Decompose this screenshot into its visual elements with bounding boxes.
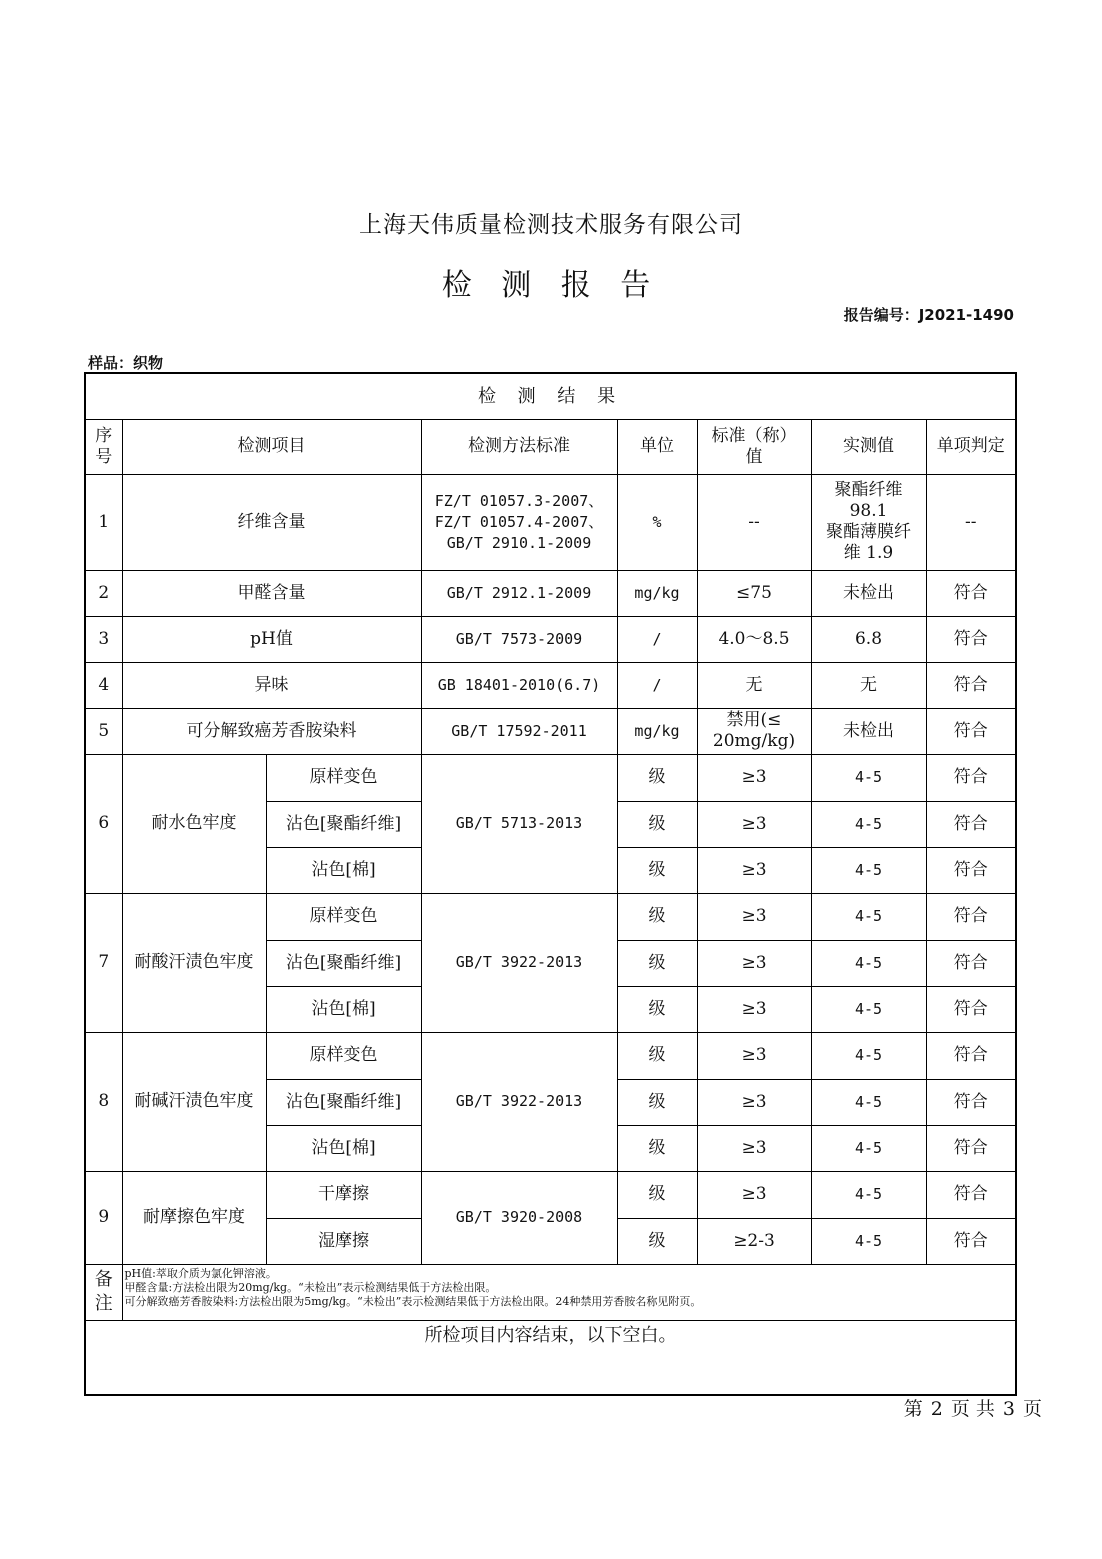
row-method: GB/T 17592-2011 [421,708,617,754]
sub-standard: ≥3 [697,1171,811,1218]
sub-standard: ≥2-3 [697,1218,811,1264]
sub-unit: 级 [617,754,697,801]
row-verdict: -- [926,474,1016,570]
sub-standard: ≥3 [697,847,811,893]
results-table [84,372,1017,1396]
row-measured: 无 [811,662,926,708]
sub-unit: 级 [617,1079,697,1125]
note-line: 可分解致癌芳香胺染料:方法检出限为5mg/kg。“未检出”表示检测结果低于方法检出限。24种禁用芳香胺名称见附页。 [124,1294,702,1308]
note-line: pH值:萃取介质为氯化钾溶液。 [124,1266,277,1280]
row-measured: 聚酯纤维 98.1 聚酯薄膜纤 维 1.9 [811,474,926,570]
sub-standard: ≥3 [697,1125,811,1171]
table-row [85,570,1016,616]
page-number [900,1394,1046,1421]
page-mid: 页 共 [950,1398,995,1420]
row-method: GB/T 2912.1-2009 [421,570,617,616]
sub-standard: ≥3 [697,1032,811,1079]
company-name: 上海天伟质量检测技术服务有限公司 [359,212,743,238]
page-prefix: 第 [903,1398,923,1420]
table-subrow [85,1032,1016,1079]
sub-measured: 4-5 [811,801,926,847]
row-verdict: 符合 [926,616,1016,662]
sub-unit: 级 [617,940,697,986]
row-seq: 4 [85,662,122,708]
row-unit: / [617,662,697,708]
notes-cell [122,1264,1016,1320]
table-row [85,474,1016,570]
sub-unit: 级 [617,1171,697,1218]
sub-item: 沾色[棉] [266,1125,421,1171]
header-measured: 实测值 [811,419,926,474]
row-seq: 2 [85,570,122,616]
notes-row [85,1264,1016,1320]
row-method: FZ/T 01057.3-2007、 FZ/T 01057.4-2007、 GB/T 2910.1-2009 [421,474,617,570]
header-verdict: 单项判定 [926,419,1016,474]
sample-name: 样品：织物 [88,354,164,372]
group-method: GB/T 3920-2008 [421,1171,617,1264]
row-standard: -- [697,474,811,570]
group-seq: 8 [85,1032,122,1171]
row-measured: 6.8 [811,616,926,662]
table-row [85,708,1016,754]
page-suffix: 页 [1022,1398,1042,1420]
sub-item: 原样变色 [266,1032,421,1079]
sub-verdict: 符合 [926,893,1016,940]
row-item: 甲醛含量 [122,570,421,616]
sub-measured: 4-5 [811,754,926,801]
row-measured: 未检出 [811,708,926,754]
sub-item: 原样变色 [266,754,421,801]
group-item: 耐摩擦色牢度 [122,1171,266,1264]
sub-item: 干摩擦 [266,1171,421,1218]
sub-measured: 4-5 [811,893,926,940]
sub-unit: 级 [617,847,697,893]
sub-unit: 级 [617,1218,697,1264]
sub-measured: 4-5 [811,940,926,986]
sub-unit: 级 [617,801,697,847]
row-item: 纤维含量 [122,474,421,570]
sub-verdict: 符合 [926,1171,1016,1218]
sub-item: 沾色[棉] [266,847,421,893]
row-seq: 5 [85,708,122,754]
row-item: pH值 [122,616,421,662]
row-item: 可分解致癌芳香胺染料 [122,708,421,754]
end-row [85,1320,1016,1395]
sub-unit: 级 [617,1125,697,1171]
sub-item: 沾色[棉] [266,986,421,1032]
group-item: 耐酸汗渍色牢度 [122,893,266,1032]
sub-item: 沾色[聚酯纤维] [266,801,421,847]
row-method: GB/T 7573-2009 [421,616,617,662]
row-unit: / [617,616,697,662]
group-method: GB/T 5713-2013 [421,754,617,893]
row-unit: mg/kg [617,570,697,616]
sub-unit: 级 [617,1032,697,1079]
row-verdict: 符合 [926,708,1016,754]
row-item: 异味 [122,662,421,708]
sub-item: 沾色[聚酯纤维] [266,940,421,986]
group-seq: 7 [85,893,122,1032]
page-total: 3 [1002,1398,1015,1420]
sub-measured: 4-5 [811,1079,926,1125]
sub-measured: 4-5 [811,1125,926,1171]
sub-verdict: 符合 [926,754,1016,801]
row-seq: 1 [85,474,122,570]
header-seq: 序号 [85,419,122,474]
sub-measured: 4-5 [811,986,926,1032]
header-item: 检测项目 [122,419,421,474]
table-subrow [85,893,1016,940]
sub-standard: ≥3 [697,986,811,1032]
row-verdict: 符合 [926,662,1016,708]
row-seq: 3 [85,616,122,662]
row-standard: 无 [697,662,811,708]
sub-measured: 4-5 [811,847,926,893]
header-unit: 单位 [617,419,697,474]
sub-verdict: 符合 [926,1218,1016,1264]
sub-verdict: 符合 [926,1125,1016,1171]
row-standard: ≤75 [697,570,811,616]
sub-unit: 级 [617,893,697,940]
row-standard: 4.0～8.5 [697,616,811,662]
sub-standard: ≥3 [697,940,811,986]
group-method: GB/T 3922-2013 [421,893,617,1032]
row-verdict: 符合 [926,570,1016,616]
group-method: GB/T 3922-2013 [421,1032,617,1171]
report-number: 报告编号：J2021-1490 [843,306,1014,324]
group-seq: 6 [85,754,122,893]
sub-standard: ≥3 [697,754,811,801]
report-title: 检 测 报 告 [441,268,661,303]
sub-verdict: 符合 [926,1032,1016,1079]
table-subrow [85,754,1016,801]
table-row [85,616,1016,662]
group-item: 耐水色牢度 [122,754,266,893]
sub-item: 湿摩擦 [266,1218,421,1264]
sub-standard: ≥3 [697,1079,811,1125]
sub-measured: 4-5 [811,1171,926,1218]
header-method: 检测方法标准 [421,419,617,474]
header-row [85,419,1016,474]
row-measured: 未检出 [811,570,926,616]
sub-measured: 4-5 [811,1218,926,1264]
row-unit: % [617,474,697,570]
table-caption: 检 测 结 果 [85,373,1016,419]
sub-item: 原样变色 [266,893,421,940]
sub-verdict: 符合 [926,1079,1016,1125]
sub-verdict: 符合 [926,986,1016,1032]
row-method: GB 18401-2010(6.7) [421,662,617,708]
end-text: 所检项目内容结束，以下空白。 [85,1320,1016,1395]
sub-standard: ≥3 [697,893,811,940]
sub-unit: 级 [617,986,697,1032]
sub-verdict: 符合 [926,940,1016,986]
table-subrow [85,1171,1016,1218]
row-standard: 禁用(≤ 20mg/kg) [697,708,811,754]
sub-standard: ≥3 [697,801,811,847]
sub-item: 沾色[聚酯纤维] [266,1079,421,1125]
group-seq: 9 [85,1171,122,1264]
page-current: 2 [930,1398,943,1420]
table-row [85,662,1016,708]
notes-label: 备注 [85,1264,122,1320]
note-line: 甲醛含量:方法检出限为20mg/kg。“未检出”表示检测结果低于方法检出限。 [124,1280,497,1294]
group-item: 耐碱汗渍色牢度 [122,1032,266,1171]
row-unit: mg/kg [617,708,697,754]
header-standard: 标准（称）值 [697,419,811,474]
sub-verdict: 符合 [926,801,1016,847]
sub-measured: 4-5 [811,1032,926,1079]
sub-verdict: 符合 [926,847,1016,893]
